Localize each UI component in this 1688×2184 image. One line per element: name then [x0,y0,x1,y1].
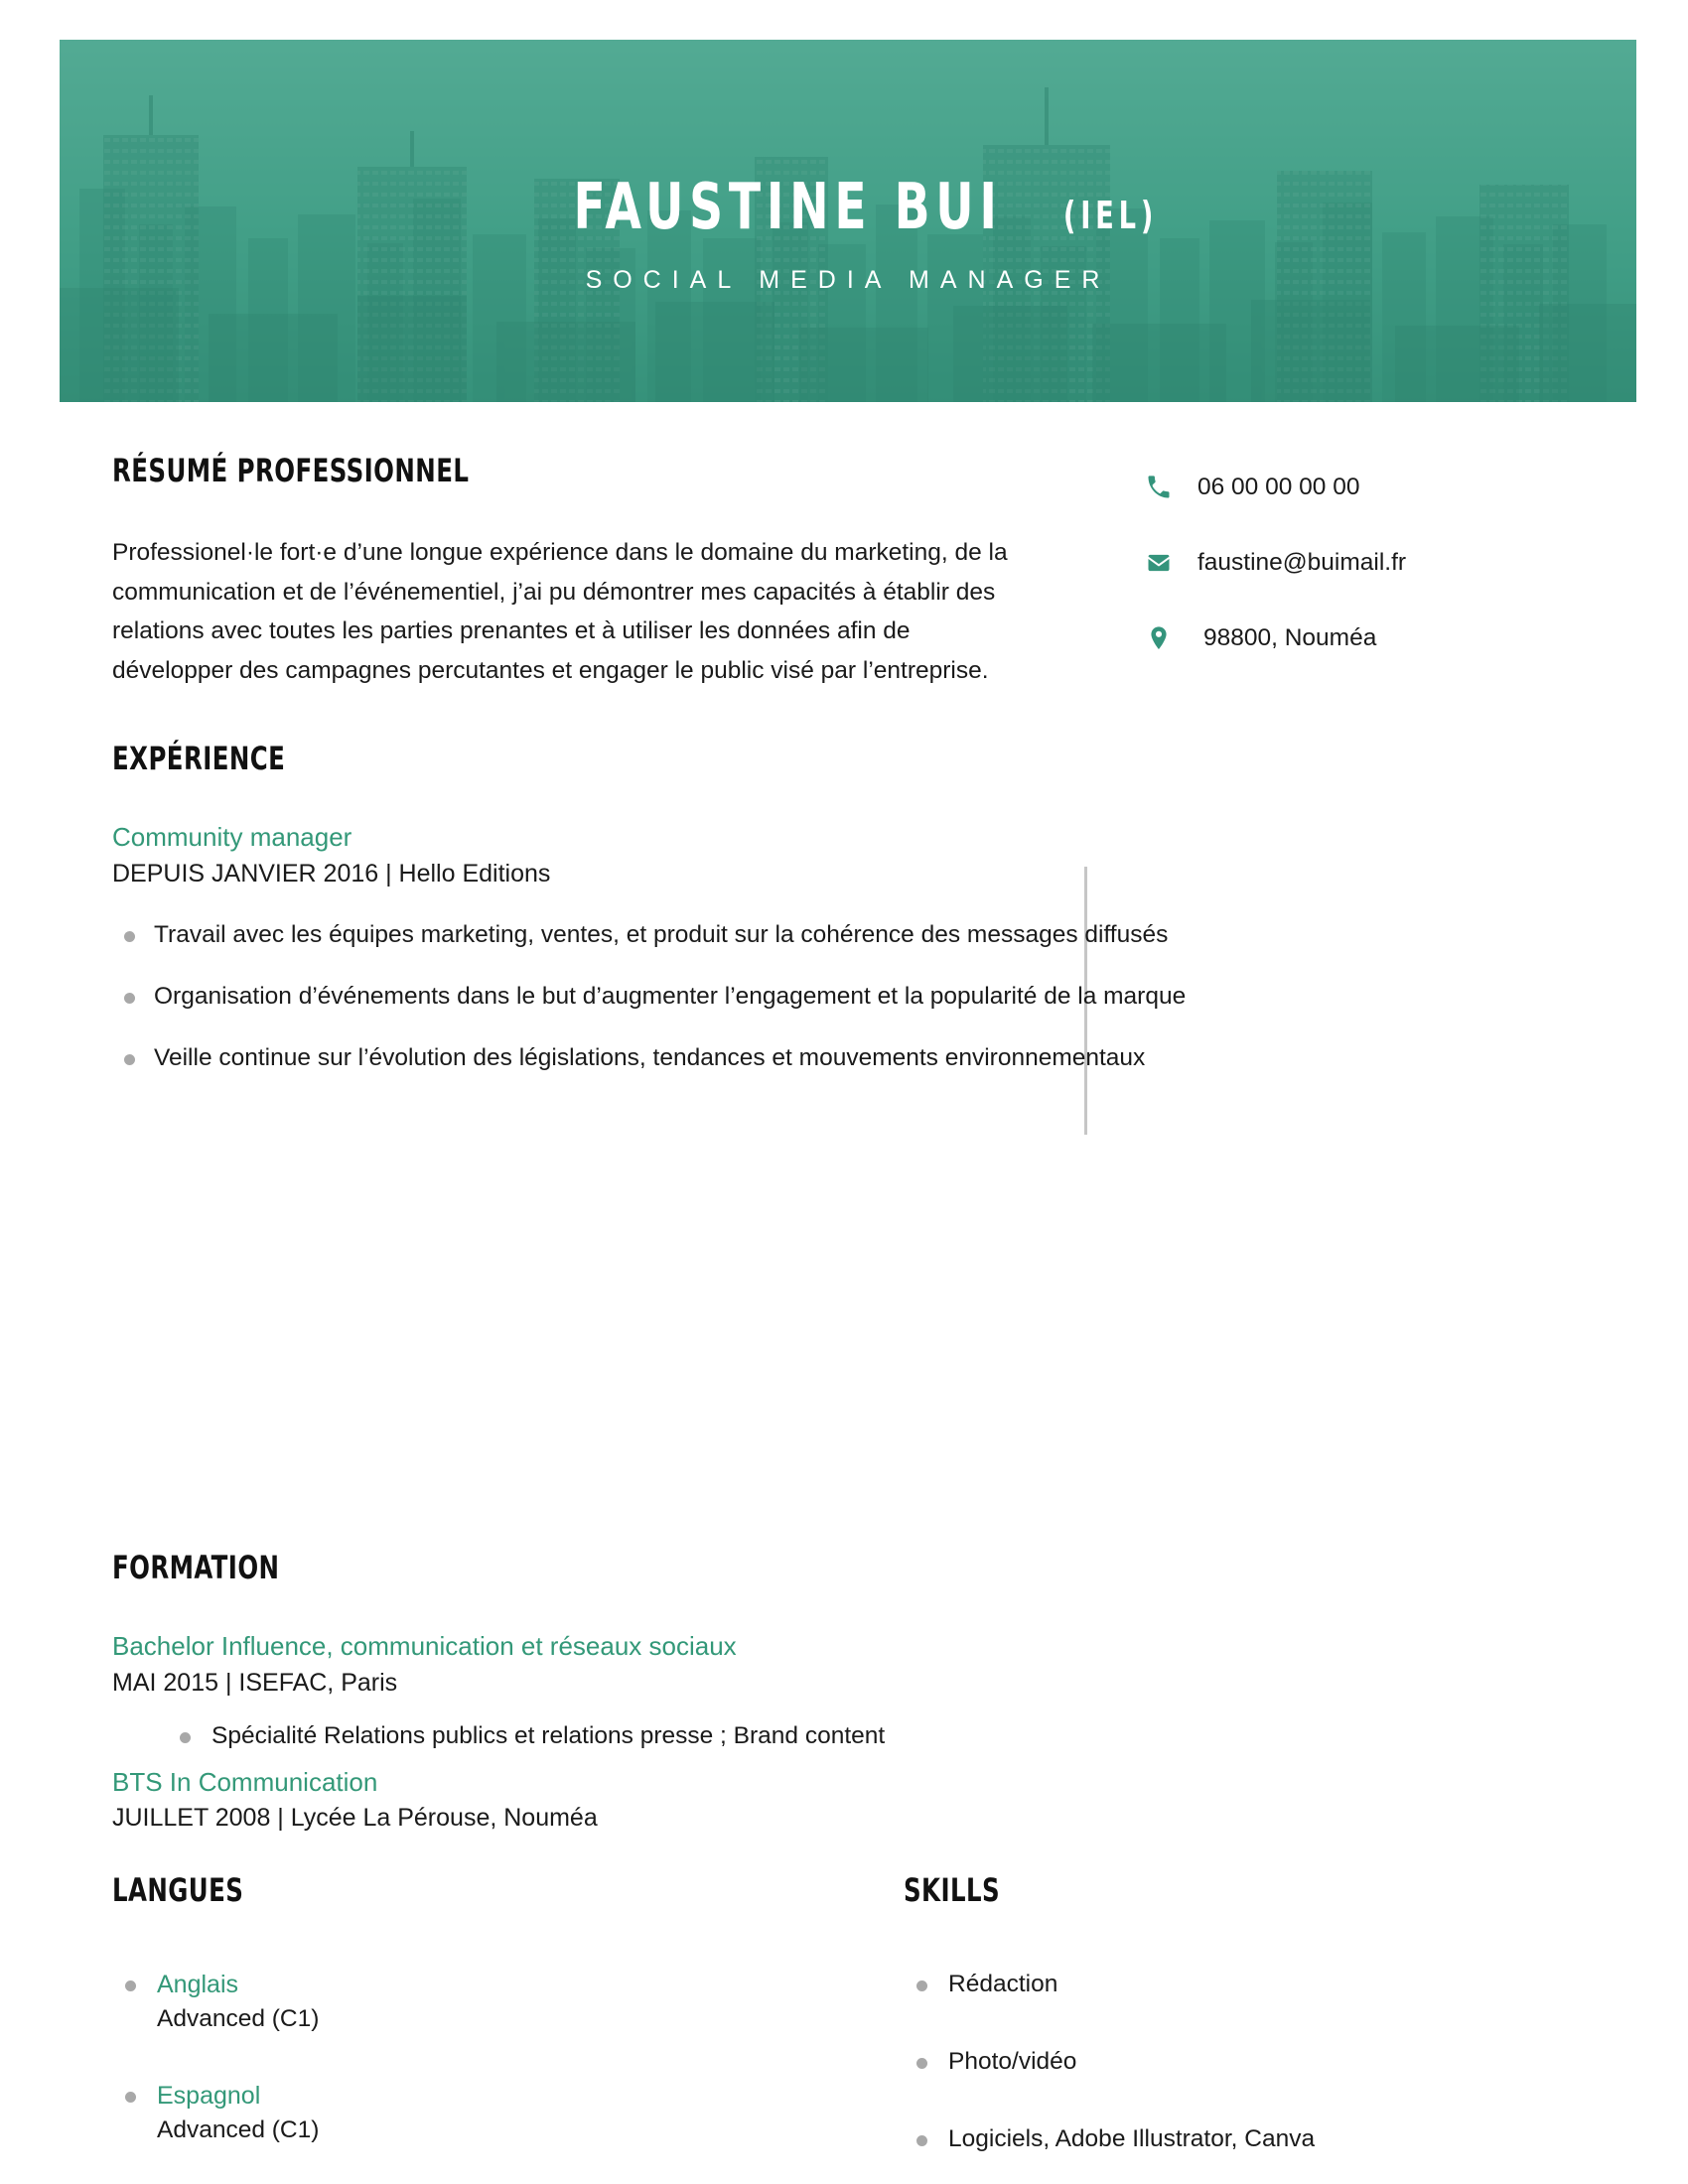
candidate-name: FAUSTINE BUI [573,171,1003,244]
skills-heading: SKILLS [904,1871,1001,1909]
list-item: Organisation d’événements dans le but d’augmenter l’engagement et la popularité de la marque [112,981,1582,1013]
list-item: Travail avec les équipes marketing, ventes, et produit sur la cohérence des messages diffusés [112,919,1582,951]
header-banner [60,40,1636,402]
list-item [904,2123,1599,2155]
list-item [112,1969,807,2034]
contact-email-row[interactable] [1142,532,1609,594]
job-title: SOCIAL MEDIA MANAGER [585,266,1111,294]
experience-section [112,740,1582,1074]
skills-section [904,1871,1599,2155]
language-name: Espagnol [157,2082,261,2111]
map-pin-icon [1142,624,1176,652]
list-item [904,2046,1599,2078]
email-address: faustine@buimail.fr [1197,549,1407,576]
language-level: Advanced (C1) [157,2004,320,2032]
skills-list [904,1969,1599,2155]
formation-entry-title: BTS In Communication [112,1766,378,1797]
formation-entry-meta: JUILLET 2008 | Lycée La Pérouse, Nouméa [112,1804,598,1833]
experience-bullet-list [112,919,1582,1074]
skill-text: Photo/vidéo [948,2047,1077,2075]
name-line [60,171,1636,244]
contact-location-row[interactable] [1142,608,1609,669]
formation-bullet-list [112,1720,1582,1752]
formation-entry-meta: MAI 2015 | ISEFAC, Paris [112,1668,398,1697]
langues-list [112,1969,807,2146]
langues-section [112,1871,807,2146]
experience-heading: EXPÉRIENCE [112,740,286,777]
formation-entry-title: Bachelor Influence, communication et réseaux sociaux [112,1631,737,1661]
formation-entry [112,1766,1582,1835]
formation-section [112,1549,1582,1835]
candidate-pronoun: (IEL) [1062,194,1159,237]
contact-phone-row[interactable] [1142,457,1609,518]
skill-text: Rédaction [948,1971,1058,1997]
list-item: Veille continue sur l’évolution des législations, tendances et mouvements environnementaux [112,1042,1582,1074]
list-item [904,1969,1599,2000]
experience-entry-meta: DEPUIS JANVIER 2016 | Hello Editions [112,859,551,887]
envelope-icon [1142,549,1176,577]
experience-entry-title: Community manager [112,822,352,852]
phone-number: 06 00 00 00 00 [1197,474,1360,500]
list-item [112,2080,807,2145]
phone-icon [1142,474,1176,501]
location-text: 98800, Nouméa [1203,624,1377,651]
list-item: Spécialité Relations publics et relations presse ; Brand content [112,1720,1582,1752]
langues-heading: LANGUES [112,1871,244,1909]
summary-paragraph: Professionel·le fort·e d’une longue expérience dans le domaine du marketing, de la communication et de l’événementiel, j’ai pu démontrer mes capacités à établir des relations avec toutes les parties prenantes et à utiliser les données afin de développer des campagnes percutantes et engager le public visé par l’entreprise. [112,539,1008,685]
professional-summary-section [112,452,1036,691]
header-text [60,171,1636,295]
formation-entry [112,1630,1582,1752]
language-name: Anglais [157,1971,238,1998]
skill-text: Logiciels, Adobe Illustrator, Canva [948,2124,1316,2152]
language-level: Advanced (C1) [157,2116,320,2143]
experience-entry [112,821,1582,1074]
summary-heading: RÉSUMÉ PROFESSIONNEL [112,452,470,489]
formation-heading: FORMATION [112,1549,280,1586]
contact-section [1142,457,1609,683]
